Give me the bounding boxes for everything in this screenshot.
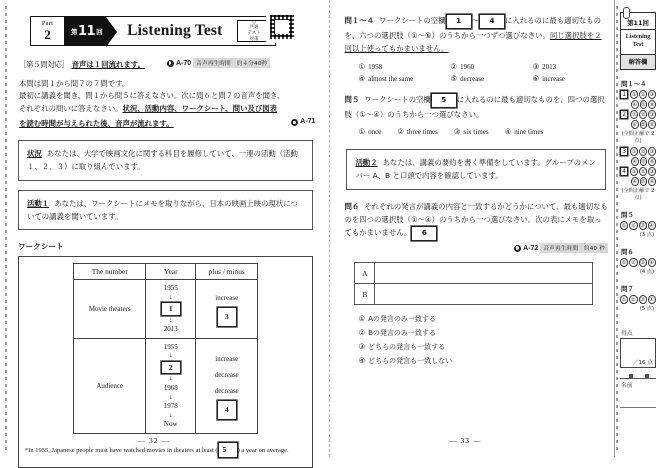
activity1-text: あなたは、ワークシートにメモを取りながら、日本の映画上映の現状についての講義を聞いています。	[27, 198, 298, 221]
choice-marker: ①	[358, 126, 366, 136]
choice-label: almost the same	[368, 74, 414, 83]
answer-sheet-sidebar	[614, 0, 660, 457]
choice-marker: ③	[532, 61, 540, 71]
bubble-2[interactable]: ②	[631, 259, 636, 266]
question-1-4-text-b: に入れるのに最も適切なものを、六つの選択肢（①～⑥）のうちから一つずつ選びなさい。	[344, 16, 602, 40]
audio-tag-a71	[291, 116, 315, 128]
choice-marker: ③	[358, 342, 366, 352]
choice-label: decrease	[460, 74, 485, 83]
instruction-line-1: 本問は問１から問７の７問です。	[19, 78, 130, 88]
bubble-6[interactable]: ⑥	[649, 121, 655, 128]
choice-label: six times	[463, 127, 489, 136]
bubble-6[interactable]: ⑥	[649, 178, 655, 185]
pm-item: increase	[215, 294, 239, 303]
choice-4[interactable]	[358, 74, 450, 83]
badge-line-3: 対策	[249, 36, 259, 42]
choice-marker: ④	[358, 356, 366, 366]
pm-item: increase	[215, 355, 239, 364]
worksheet-row-0-year-chain	[146, 280, 196, 339]
question-box-1[interactable]: 1	[446, 14, 472, 29]
chain-item: Now	[163, 420, 178, 429]
bubble-1[interactable]: ①	[621, 296, 627, 303]
question-box-6[interactable]: 6	[411, 226, 437, 241]
answer-group-title-7: 問７	[621, 285, 634, 294]
memo-input-a[interactable]	[375, 263, 593, 284]
instruction-line-3	[19, 103, 315, 116]
bubble-2[interactable]: ②	[640, 91, 646, 98]
situation-box	[18, 140, 313, 181]
audio-tag-a72-wrap	[344, 243, 608, 253]
choice-4[interactable]	[358, 356, 608, 366]
choice-marker: ①	[358, 61, 366, 71]
bubble-2[interactable]: ②	[640, 111, 646, 118]
answer-row-7	[620, 295, 656, 304]
qr-code-icon	[267, 12, 297, 42]
choice-label: 1960	[460, 62, 475, 71]
answer-group-title-5: 問５	[621, 211, 634, 220]
answer-group-title-6: 問６	[621, 248, 634, 257]
memo-input-b[interactable]	[375, 284, 593, 305]
bubble-1[interactable]: ①	[621, 222, 627, 229]
choice-marker: ②	[397, 126, 404, 136]
question-5-choices	[358, 127, 608, 136]
badge-mark-icon: ◇	[252, 19, 256, 25]
bubble-4[interactable]: ④	[649, 259, 655, 266]
bubble-4[interactable]: ④	[649, 296, 655, 303]
part-number: 2	[44, 27, 51, 43]
answer-sheet-card	[620, 12, 656, 70]
footnote-post: ) a year on average.	[237, 446, 289, 454]
bubble-2[interactable]: ②	[640, 168, 646, 175]
choice-marker: ③	[453, 126, 461, 136]
table-row	[74, 280, 258, 339]
question-box-4[interactable]: 4	[479, 14, 505, 29]
audio-duration-3: 音声再生時間 約40 秒	[540, 243, 608, 253]
badge-line-2: テスト	[247, 31, 261, 36]
kai-suffix: 回	[96, 27, 103, 36]
answer-row-1-cont	[631, 100, 656, 109]
part-word: Part	[41, 19, 54, 27]
question-1-4-text-a: ワークシートの空欄	[379, 16, 446, 25]
instruction-underline: 音声は１回流れます。	[71, 59, 145, 69]
worksheet-row-1-name: Audience	[74, 338, 146, 433]
question-6-number: 問６	[344, 201, 360, 211]
down-arrow-icon: ↓	[168, 292, 173, 301]
activity2-box	[346, 149, 606, 190]
choice-2[interactable]	[450, 62, 532, 71]
choice-marker: ⑥	[532, 73, 540, 83]
answer-sheet-divider	[620, 378, 656, 379]
instruction-line-4-underlined: を読む時間が与えられた後、音声が流れます。	[19, 118, 174, 128]
answer-qid-3: 3	[620, 147, 628, 156]
chain-item: 1955	[163, 284, 178, 293]
answer-row-3	[620, 147, 656, 156]
down-arrow-icon: ↓	[168, 315, 173, 324]
bubble-2[interactable]: ②	[631, 296, 636, 303]
worksheet-row-0-name: Movie theaters	[74, 280, 146, 339]
question-1-4-number: 問１～４	[344, 16, 375, 25]
right-page	[330, 0, 660, 457]
worksheet-row-1-plus-minus	[196, 338, 258, 433]
worksheet-row-0-plus-minus	[196, 280, 258, 339]
activity2-text: あなたは、講義の要約を書く準備をしています。グループのメンバー A、B と口頭で内容を確認しています。	[355, 157, 596, 181]
choice-label: once	[368, 127, 382, 136]
choice-6[interactable]	[532, 74, 565, 83]
choice-label: increase	[542, 74, 566, 83]
instruction-line-2: 最初に講義を聞き、問１から問５に答えなさい。次に問６と問７の音声を聞き、	[19, 91, 285, 101]
audio-speaker-icon	[291, 119, 298, 126]
bubble-1[interactable]: ①	[621, 259, 627, 266]
bubble-3[interactable]: ③	[649, 148, 655, 155]
chain-item: 1955	[163, 342, 178, 351]
choice-marker: ⑤	[450, 73, 458, 83]
answer-points-6: (4 点)	[639, 269, 654, 276]
question-1-4-choices	[358, 62, 608, 83]
choice-label: どちらの発言も一致する	[368, 343, 446, 352]
audio-code: A-70	[175, 59, 192, 67]
answer-row-1	[620, 90, 656, 99]
choice-label: 1958	[368, 62, 383, 71]
choice-label: three times	[406, 127, 438, 136]
choice-label: どちらの発言も一致しない	[368, 357, 453, 366]
choice-row	[358, 74, 608, 83]
audio-duration: 音声再生時間 約４分40秒	[193, 58, 270, 68]
audio-code-2: A-71	[300, 118, 316, 126]
answer-box-1[interactable]: 1	[161, 302, 181, 315]
bubble-5[interactable]: ⑤	[641, 101, 646, 108]
question-6	[344, 200, 608, 242]
choice-label: Aの発言のみ一致する	[368, 315, 436, 324]
question-box-5[interactable]: 5	[431, 93, 457, 108]
choice-marker: ④	[358, 73, 366, 83]
question-6-choices	[358, 314, 608, 366]
question-1-4-text-underlined: 同じ選択肢を２回以上使ってもかまいません。	[344, 30, 602, 54]
audio-tag-a72	[514, 243, 608, 253]
chain-item: 2013	[163, 325, 178, 334]
memo-row-label-a: A	[355, 263, 375, 284]
bubble-1[interactable]: ①	[631, 111, 637, 118]
choice-marker: ②	[450, 61, 458, 71]
choice-row	[358, 62, 608, 71]
bubble-5[interactable]: ⑤	[641, 121, 646, 128]
table-row	[355, 263, 593, 284]
worksheet-label: ワークシート	[18, 242, 64, 252]
choice-2[interactable]	[358, 328, 608, 338]
bubble-1[interactable]: ①	[631, 148, 637, 155]
score-label: 得点	[621, 331, 633, 338]
answer-row-3-cont	[631, 157, 656, 166]
kai-number: 11	[78, 23, 96, 39]
table-row	[355, 284, 593, 305]
choice-2[interactable]	[397, 127, 438, 136]
audio-tag-a70	[167, 58, 270, 68]
bubble-5[interactable]: ⑤	[641, 178, 646, 185]
choice-1[interactable]	[358, 127, 381, 136]
worksheet-col-header-2: plus / minus	[196, 264, 258, 280]
instruction-body	[19, 78, 315, 131]
chain-item: 1978	[163, 402, 178, 411]
question-5-text-a: ワークシートの空欄	[364, 94, 431, 104]
left-page	[0, 0, 329, 457]
page-folio-right: — 33 —	[449, 436, 482, 445]
question-5-text-b: に入れるのに最も適切なものを、四つの選択肢（①～④）のうちから一つ選びなさい。	[344, 94, 605, 119]
memo-row-label-b: B	[355, 284, 375, 305]
choice-1[interactable]	[358, 62, 450, 71]
choice-marker: ②	[358, 328, 366, 338]
answer-qid-2: 2	[620, 110, 628, 119]
bubble-2[interactable]: ②	[640, 148, 646, 155]
answer-sheet-title: Listening Test	[621, 30, 655, 55]
answer-box-3[interactable]: 3	[217, 307, 237, 326]
part-badge	[31, 17, 65, 45]
instruction-line-3-plain: それぞれの問いに答えなさい。	[19, 104, 123, 114]
question-5-number: 問５	[344, 94, 360, 104]
page-folio-left: — 32 —	[137, 436, 170, 445]
bubble-1[interactable]: ①	[631, 168, 637, 175]
name-input-line[interactable]	[620, 407, 656, 408]
instruction-line-3-underlined: 状況、活動内容、ワークシート、問い及び図表	[122, 104, 278, 114]
chapter-title-banner	[30, 16, 276, 46]
bubble-6[interactable]: ⑥	[649, 158, 655, 165]
choice-5[interactable]	[450, 74, 532, 83]
worksheet-table	[73, 263, 258, 434]
bubble-5[interactable]: ⑤	[641, 158, 646, 165]
answer-row-5	[620, 221, 656, 230]
paper-clip-icon	[623, 7, 630, 19]
answer-group-title-1-4: 問１～４	[621, 80, 647, 89]
bubble-3[interactable]: ③	[649, 111, 655, 118]
answer-qid-1: 1	[620, 90, 628, 99]
memo-table	[354, 262, 593, 305]
answer-sheet-kai: 第11回	[621, 13, 655, 30]
down-arrow-icon: ↓	[168, 351, 173, 360]
instruction-line-4	[19, 116, 315, 131]
choice-marker: ④	[504, 126, 512, 136]
worksheet-row-1-year-chain	[146, 338, 196, 433]
question-6-text: それぞれの発言が講義の内容と一致するかどうかについて、最も適切なものを四つの選択肢（①～④）のうちから一つ選びなさい。次の表にメモを取ってもかまいません。	[344, 201, 608, 238]
answer-points-1: (全問正解で 2 点)	[621, 131, 655, 145]
answer-row-6	[620, 258, 656, 267]
bubble-4[interactable]: ④	[632, 101, 638, 108]
audio-speaker-icon	[514, 245, 521, 252]
bubble-3[interactable]: ③	[640, 259, 645, 266]
bubble-3[interactable]: ③	[649, 168, 655, 175]
answer-sheet-subtitle: 解答欄	[621, 55, 655, 69]
answer-box-5[interactable]: 5	[218, 442, 238, 458]
choice-label: 2013	[542, 62, 557, 71]
situation-text: あなたは、大学で映画文化に関する科目を履修していて、一連の活動（活動１、２、３）に取り組んでいます。	[27, 148, 298, 172]
exam-prep-badge	[237, 20, 271, 42]
choice-4[interactable]	[505, 127, 544, 136]
footnote-pre: *In 1955, Japanese people must have watched movies in theaters at least (	[25, 446, 218, 454]
situation-label: 状況	[27, 148, 42, 158]
activity1-box	[18, 190, 313, 231]
choice-3[interactable]	[454, 127, 489, 136]
bubble-4[interactable]: ④	[632, 178, 638, 185]
audio-speaker-icon	[167, 60, 174, 67]
badge-line-1: 共通	[249, 25, 259, 31]
banner-arrow-icon	[106, 17, 117, 47]
down-arrow-icon: ↓	[168, 410, 173, 419]
pm-item: decrease	[214, 371, 239, 380]
down-arrow-icon: ↓	[168, 392, 173, 401]
bubble-3[interactable]: ③	[649, 91, 655, 98]
bubble-1[interactable]: ①	[631, 91, 637, 98]
choice-1[interactable]	[358, 314, 608, 324]
answer-points-5: (3 点)	[639, 232, 654, 239]
choice-3[interactable]	[532, 62, 556, 71]
score-denominator: ／16 点	[632, 360, 653, 367]
worksheet-col-header-1: Year	[146, 264, 196, 280]
answer-row-4-cont	[631, 177, 656, 186]
answer-box-4[interactable]: 4	[217, 400, 237, 419]
bubble-3[interactable]: ③	[640, 222, 645, 229]
audio-code-3: A-72	[523, 244, 539, 252]
bubble-4[interactable]: ④	[632, 158, 638, 165]
bubble-4[interactable]: ④	[649, 222, 655, 229]
name-label: 名前	[621, 383, 633, 390]
page-title: Listening Test	[127, 22, 223, 39]
bubble-4[interactable]: ④	[632, 121, 638, 128]
answer-qid-4: 4	[620, 167, 628, 176]
activity1-label: 活動１	[27, 198, 50, 208]
answer-points-2: (全問正解で 2 点)	[621, 188, 655, 202]
activity2-label: 活動２	[355, 157, 378, 167]
down-arrow-icon: ↓	[168, 374, 173, 383]
answer-row-2	[620, 110, 656, 119]
choice-3[interactable]	[358, 342, 608, 352]
choice-label: Bの発言のみ一致する	[368, 329, 436, 338]
kai-prefix: 第	[71, 27, 77, 36]
answer-box-2[interactable]: 2	[161, 361, 181, 374]
bubble-3[interactable]: ③	[640, 296, 645, 303]
instruction-bracket: ［第５問対応］	[19, 59, 69, 69]
answer-row-4	[620, 167, 656, 176]
choice-label: nine times	[514, 127, 544, 136]
answer-row-2-cont	[631, 120, 656, 129]
page-edge-dotted-rule	[5, 6, 7, 451]
score-input-box[interactable]	[620, 338, 656, 368]
question-5	[344, 93, 608, 121]
bubble-2[interactable]: ②	[631, 222, 636, 229]
instruction-header	[19, 58, 315, 70]
answer-points-7: (5 点)	[639, 306, 654, 313]
bubble-6[interactable]: ⑥	[649, 101, 655, 108]
pm-item: decrease	[214, 387, 239, 396]
question-1-4	[344, 14, 608, 56]
choice-marker: ①	[358, 314, 366, 324]
chain-item: 1968	[163, 384, 178, 392]
question-tilde: ～	[471, 16, 479, 25]
table-row	[74, 338, 258, 433]
kai-label	[65, 17, 106, 45]
worksheet-col-header-0: The number	[74, 264, 146, 280]
choice-row	[358, 127, 608, 136]
worksheet-header-row	[74, 264, 258, 280]
